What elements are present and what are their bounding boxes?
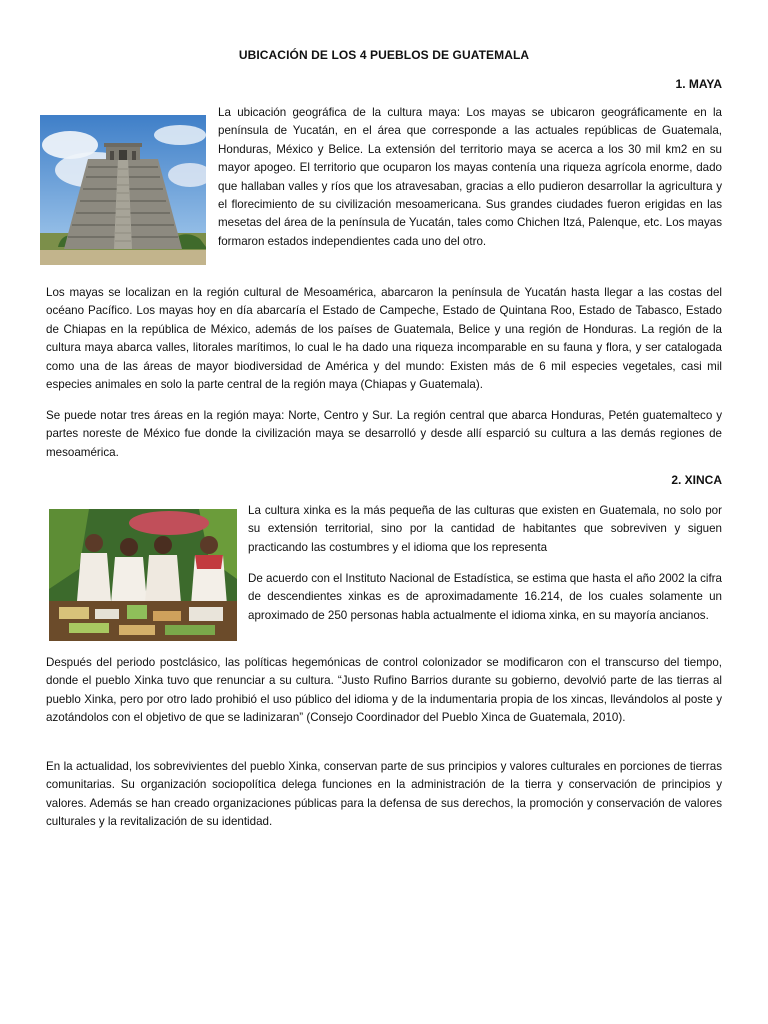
xinca-women-image — [49, 509, 237, 641]
document-title: UBICACIÓN DE LOS 4 PUEBLOS DE GUATEMALA — [238, 48, 530, 62]
maya-paragraph-2: Los mayas se localizan en la región cultural de Mesoamérica, abarcaron la península de Yucatán hasta llegar a las costas del océano Pacífico. Los mayas hoy en día abarcaría el Estado de Campeche, Estado de Quintana Roo, Estado de Tabasco, Estado de Chiapas en la república de México, además de los países de Guatemala, Belice y una región de Honduras. La región de la cultura maya abarca valles, litorales marítimos, lo cual le ha dado una riqueza incomparable en su fauna y flora, y ser catalogada como una de las áreas de mayor biodiversidad de América y del mundo: Existen más de 6 mil especies vegetales, casi mil especies animales en solo la parte central de la región maya (Chiapas y Guatemala). — [46, 286, 722, 392]
section-heading-maya: 1. MAYA — [675, 77, 722, 91]
pyramid-illustration — [40, 115, 206, 265]
xinca-paragraph-4: En la actualidad, los sobrevivientes del pueblo Xinka, conservan parte de sus principios y valores culturales en porciones de tierras comunitarias. Su organización sociopolítica delega funciones en la administración de la tierra y conservación de principios y valores. Además se han creado organizaciones públicas para la defensa de sus derechos, la promoción y conservación de valores culturales y la revitalización de su identidad. — [46, 760, 722, 829]
maya-pyramid-image — [40, 115, 206, 265]
maya-paragraph-3: Se puede notar tres áreas en la región maya: Norte, Centro y Sur. La región central que abarca Honduras, Petén guatemalteco y partes noreste de México fue donde la civilización maya se desarrolló y desde allí esparció su cultura a las demás regiones de mesoamérica. — [46, 409, 722, 459]
section-heading-xinca: 2. XINCA — [671, 473, 722, 487]
xinca-illustration — [49, 509, 237, 641]
xinca-paragraph-2: De acuerdo con el Instituto Nacional de Estadística, se estima que hasta el año 2002 la cifra de descendientes xinkas es de aproximadamente 16.214, de los cuales solamente un aproximado de 250 personas habla actualmente el idioma xinka, en su mayoría ancianos. — [248, 572, 722, 622]
xinca-paragraph-3: Después del periodo postclásico, las políticas hegemónicas de control colonizador se modificaron con el transcurso del tiempo, donde el pueblo Xinka tuvo que renunciar a su cultura. “Justo Rufino Barrios durante su gobierno, devolvió parte de las tierras al pueblo Xinka, pero por otro lado prohibió el uso público del idioma y de la indumentaria propia de los xincas, llevándolos al poste y azotándolos con el objetivo de que se ladinizaran” (Consejo Coordinador del Pueblo Xinca de Guatemala, 2010). — [46, 656, 722, 725]
maya-paragraph-1: La ubicación geográfica de la cultura maya: Los mayas se ubicaron geográficamente en la península de Yucatán, en el área que corresponde a las actuales repúblicas de Guatemala, Honduras, México y Belice. La extensión del territorio maya se acerca a los 30 mil km2 en su mayor apogeo. El territorio que ocuparon los mayas contenía una riqueza agrícola enorme, dado que hallaban valles y ríos que los atravesaban, gracias a ello pudieron desarrollar la agricultura y el florecimiento de su civilización mesoamericana. Sus grandes ciudades fueron erigidas en las mesetas del área de la península de Yucatán, tales como Chichen Itzá, Palenque, etc. Los mayas formaron estados independientes cada uno del otro. — [218, 106, 722, 248]
xinca-paragraph-1: La cultura xinka es la más pequeña de las culturas que existen en Guatemala, no solo por su extensión territorial, sino por la cantidad de habitantes que sobreviven y siguen practicando las costumbres y el idioma que los representa — [248, 504, 722, 554]
